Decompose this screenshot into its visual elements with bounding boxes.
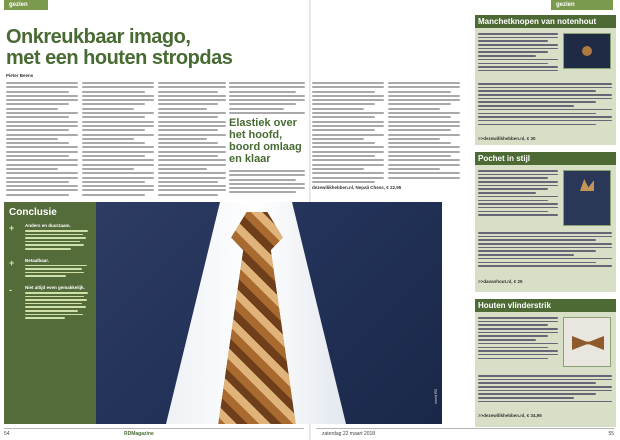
text-line-placeholder [82, 168, 134, 170]
issue-date: zaterdag 22 maart 2018 [322, 431, 376, 437]
cufflinks-image [563, 33, 611, 69]
text-line-placeholder [82, 91, 145, 93]
text-line-placeholder [478, 203, 558, 205]
product-price: >>davanhout.nl, € 25 [478, 279, 523, 284]
text-line-placeholder [478, 393, 596, 395]
text-line-placeholder [478, 66, 558, 68]
text-line-placeholder [478, 59, 558, 61]
text-line-placeholder [478, 236, 612, 238]
text-line-placeholder [158, 159, 226, 161]
text-line-placeholder [158, 138, 207, 140]
text-line-placeholder [478, 70, 558, 72]
text-line-placeholder [229, 112, 305, 114]
text-line-placeholder [388, 129, 451, 131]
text-line-placeholder [478, 386, 612, 388]
text-line-placeholder [388, 121, 460, 123]
text-line-placeholder [388, 112, 460, 114]
product-text [478, 317, 558, 361]
text-line-placeholder [229, 91, 296, 93]
text-line-placeholder [478, 109, 612, 111]
body-column-4 [229, 82, 305, 116]
text-line-placeholder [312, 142, 375, 144]
text-line-placeholder [388, 151, 460, 153]
text-line-placeholder [478, 375, 612, 377]
text-line-placeholder [6, 138, 58, 140]
text-line-placeholder [478, 321, 558, 323]
text-line-placeholder [82, 177, 154, 179]
text-line-placeholder [312, 168, 364, 170]
text-line-placeholder [388, 177, 460, 179]
text-line-placeholder [229, 86, 305, 88]
pocket-square-icon [580, 179, 594, 191]
text-line-placeholder [229, 95, 305, 97]
text-line-placeholder [312, 82, 384, 84]
text-line-placeholder [229, 174, 305, 176]
section-tab-left: gezien [4, 0, 48, 10]
product-block-pocket-square [475, 152, 616, 292]
text-line-placeholder [478, 33, 558, 35]
text-line-placeholder [478, 44, 558, 46]
product-block-bow-tie [475, 299, 616, 427]
text-line-placeholder [82, 159, 154, 161]
conclusion-item [9, 223, 91, 252]
text-line-placeholder [82, 172, 154, 174]
body-column-3 [158, 82, 226, 198]
text-line-placeholder [478, 401, 612, 403]
text-line-placeholder [312, 129, 375, 131]
article-subhead: Elastiek over het hoofd, boord omlaag en klaar [229, 117, 302, 165]
text-line-placeholder [312, 155, 375, 157]
text-line-placeholder [158, 108, 207, 110]
text-line-placeholder [478, 48, 558, 50]
text-line-placeholder [6, 103, 69, 105]
text-line-placeholder [229, 191, 296, 193]
magazine-name: RDMagazine [124, 431, 154, 437]
text-line-placeholder [6, 189, 78, 191]
text-line-placeholder [158, 194, 218, 196]
text-line-placeholder [388, 146, 460, 148]
plus-icon: + [9, 257, 15, 268]
text-line-placeholder [388, 164, 460, 166]
text-line-placeholder [388, 155, 451, 157]
article-headline [6, 27, 306, 69]
text-line-placeholder [478, 55, 536, 57]
text-line-placeholder [312, 125, 384, 127]
text-line-placeholder [229, 179, 296, 181]
text-line-placeholder [158, 86, 226, 88]
text-line-placeholder [478, 37, 558, 39]
text-line-placeholder [312, 138, 364, 140]
text-line-placeholder [312, 116, 375, 118]
footer-rule-right [316, 428, 614, 429]
text-line-placeholder [229, 187, 305, 189]
text-line-placeholder [478, 350, 558, 352]
text-line-placeholder [478, 51, 548, 53]
text-line-placeholder [312, 159, 384, 161]
body-column-1 [6, 82, 78, 198]
product-text [478, 33, 558, 74]
text-line-placeholder [6, 116, 69, 118]
text-line-placeholder [82, 112, 154, 114]
text-line-placeholder [478, 200, 548, 202]
text-line-placeholder [478, 63, 548, 65]
text-line-placeholder [478, 40, 548, 42]
product-credit: dezewilikhebben.nl, Nepali Chess, € 22,95 [312, 185, 402, 190]
text-line-placeholder [82, 164, 154, 166]
text-line-placeholder [478, 83, 612, 85]
body-column-4b [229, 170, 305, 196]
product-text [478, 170, 558, 218]
text-line-placeholder [82, 142, 145, 144]
text-line-placeholder [158, 185, 226, 187]
plus-icon: + [9, 223, 15, 233]
text-line-placeholder [158, 189, 226, 191]
text-line-placeholder [312, 103, 375, 105]
text-line-placeholder [158, 99, 226, 101]
text-line-placeholder [6, 125, 78, 127]
text-line-placeholder [388, 138, 440, 140]
text-line-placeholder [388, 99, 460, 101]
text-line-placeholder [82, 108, 134, 110]
text-line-placeholder [82, 121, 154, 123]
hero-photo-wooden-tie [96, 202, 442, 424]
text-line-placeholder [478, 317, 558, 319]
text-line-placeholder [82, 82, 154, 84]
text-line-placeholder [312, 108, 364, 110]
text-line-placeholder [478, 328, 558, 330]
text-line-placeholder [388, 108, 440, 110]
text-line-placeholder [312, 99, 384, 101]
text-line-placeholder [388, 91, 451, 93]
text-line-placeholder [388, 134, 460, 136]
text-line-placeholder [312, 172, 384, 174]
text-line-placeholder [478, 332, 558, 334]
text-line-placeholder [158, 95, 226, 97]
text-line-placeholder [6, 151, 78, 153]
body-column-2 [82, 82, 154, 198]
text-line-placeholder [478, 250, 596, 252]
text-line-placeholder [6, 181, 69, 183]
text-line-placeholder [478, 124, 596, 126]
product-text-wide [478, 375, 612, 405]
text-line-placeholder [478, 174, 558, 176]
text-line-placeholder [312, 91, 375, 93]
text-line-placeholder [478, 105, 574, 107]
text-line-placeholder [158, 125, 226, 127]
text-line-placeholder [158, 91, 218, 93]
conclusion-item-lead: Anders en duurzaam. [25, 223, 71, 228]
text-line-placeholder [388, 142, 451, 144]
bow-tie-image [563, 317, 611, 367]
text-line-placeholder [388, 95, 460, 97]
text-line-placeholder [388, 103, 451, 105]
product-title: Houten vlinderstrik [475, 299, 616, 312]
text-line-placeholder [312, 112, 384, 114]
photo-credit: beeld RD [434, 389, 438, 404]
text-line-placeholder [478, 265, 612, 267]
byline: Pieter Beens [6, 73, 34, 78]
product-price: >>dezewilikhebben.nl, € 34,95 [478, 413, 542, 418]
conclusion-item [9, 285, 91, 321]
text-line-placeholder [312, 164, 384, 166]
text-line-placeholder [478, 170, 558, 172]
text-line-placeholder [312, 121, 384, 123]
text-line-placeholder [229, 99, 305, 101]
text-line-placeholder [478, 354, 558, 356]
text-line-placeholder [229, 82, 305, 84]
text-line-placeholder [312, 95, 384, 97]
text-line-placeholder [6, 108, 58, 110]
text-line-placeholder [158, 121, 226, 123]
text-line-placeholder [158, 103, 218, 105]
text-line-placeholder [388, 168, 440, 170]
text-line-placeholder [6, 155, 69, 157]
text-line-placeholder [478, 247, 612, 249]
text-line-placeholder [388, 86, 460, 88]
conclusion-box [4, 202, 96, 424]
text-line-placeholder [312, 181, 375, 183]
text-line-placeholder [478, 358, 548, 360]
text-line-placeholder [478, 390, 612, 392]
text-line-placeholder [478, 343, 558, 345]
headline-line-1: Onkreukbaar imago, [6, 26, 191, 48]
text-line-placeholder [478, 397, 574, 399]
text-line-placeholder [82, 129, 145, 131]
text-line-placeholder [158, 142, 218, 144]
text-line-placeholder [229, 108, 284, 110]
text-line-placeholder [158, 151, 226, 153]
text-line-placeholder [388, 159, 460, 161]
section-tab-right: gezien [551, 0, 613, 10]
text-line-placeholder [478, 177, 548, 179]
cufflink-icon [582, 46, 592, 56]
product-price: >>dezewilikhebben.nl, € 30 [478, 136, 536, 141]
text-line-placeholder [6, 112, 78, 114]
text-line-placeholder [82, 138, 134, 140]
text-line-placeholder [158, 129, 218, 131]
text-line-placeholder [6, 185, 78, 187]
text-line-placeholder [6, 142, 69, 144]
text-line-placeholder [312, 151, 384, 153]
text-line-placeholder [388, 116, 451, 118]
text-line-placeholder [82, 194, 145, 196]
text-line-placeholder [6, 82, 78, 84]
text-line-placeholder [82, 134, 154, 136]
text-line-placeholder [6, 164, 78, 166]
text-line-placeholder [478, 188, 548, 190]
text-line-placeholder [82, 189, 154, 191]
text-line-placeholder [478, 181, 558, 183]
text-line-placeholder [6, 121, 78, 123]
text-line-placeholder [6, 177, 78, 179]
conclusion-item-lead: Betaalbaar. [25, 257, 50, 263]
text-line-placeholder [478, 335, 548, 337]
text-line-placeholder [478, 113, 596, 115]
text-line-placeholder [478, 94, 612, 96]
text-line-placeholder [158, 177, 226, 179]
text-line-placeholder [6, 134, 78, 136]
product-block-cufflinks [475, 15, 616, 145]
pocket-square-image [563, 170, 611, 226]
footer-rule-left [4, 428, 304, 429]
text-line-placeholder [388, 172, 460, 174]
text-line-placeholder [478, 239, 596, 241]
minus-icon: - [9, 284, 12, 295]
product-text-wide [478, 83, 612, 127]
text-line-placeholder [229, 103, 296, 105]
text-line-placeholder [478, 379, 612, 381]
text-line-placeholder [82, 185, 154, 187]
text-line-placeholder [478, 382, 596, 384]
text-line-placeholder [6, 172, 78, 174]
text-line-placeholder [6, 99, 78, 101]
text-line-placeholder [158, 116, 218, 118]
text-line-placeholder [158, 82, 226, 84]
text-line-placeholder [478, 90, 596, 92]
text-line-placeholder [82, 146, 154, 148]
text-line-placeholder [6, 146, 78, 148]
text-line-placeholder [478, 101, 596, 103]
text-line-placeholder [82, 116, 145, 118]
text-line-placeholder [82, 86, 154, 88]
text-line-placeholder [229, 170, 305, 172]
text-line-placeholder [82, 151, 154, 153]
text-line-placeholder [478, 232, 612, 234]
text-line-placeholder [478, 347, 548, 349]
text-line-placeholder [158, 112, 226, 114]
text-line-placeholder [478, 120, 612, 122]
text-line-placeholder [478, 192, 536, 194]
text-line-placeholder [6, 129, 69, 131]
body-column-5 [312, 82, 384, 185]
text-line-placeholder [82, 99, 154, 101]
text-line-placeholder [478, 98, 612, 100]
text-line-placeholder [312, 86, 384, 88]
text-line-placeholder [158, 146, 226, 148]
text-line-placeholder [158, 164, 226, 166]
text-line-placeholder [478, 258, 612, 260]
text-line-placeholder [478, 254, 574, 256]
text-line-placeholder [158, 181, 218, 183]
text-line-placeholder [82, 181, 145, 183]
text-line-placeholder [6, 194, 69, 196]
conclusion-item [9, 258, 91, 279]
text-line-placeholder [478, 185, 558, 187]
conclusion-title: Conclusie [9, 207, 57, 218]
page-number-right: 55 [608, 431, 614, 437]
text-line-placeholder [478, 116, 612, 118]
product-title: Manchetknopen van notenhout [475, 15, 616, 28]
text-line-placeholder [82, 95, 154, 97]
text-line-placeholder [478, 243, 612, 245]
text-line-placeholder [478, 339, 536, 341]
text-line-placeholder [478, 207, 558, 209]
text-line-placeholder [478, 262, 596, 264]
text-line-placeholder [158, 168, 207, 170]
text-line-placeholder [158, 155, 218, 157]
text-line-placeholder [388, 82, 460, 84]
text-line-placeholder [229, 183, 305, 185]
text-line-placeholder [388, 125, 460, 127]
text-line-placeholder [478, 214, 558, 216]
text-line-placeholder [6, 168, 58, 170]
product-text-wide [478, 232, 612, 269]
page-number-left: 54 [4, 431, 10, 437]
text-line-placeholder [158, 134, 226, 136]
headline-line-2: met een houten stropdas [6, 47, 233, 69]
text-line-placeholder [478, 196, 558, 198]
conclusion-item-lead: Niet altijd even gemakkelijk. [25, 284, 85, 290]
product-sidebar [475, 10, 616, 436]
text-line-placeholder [6, 95, 78, 97]
body-column-6 [388, 82, 460, 181]
text-line-placeholder [82, 155, 145, 157]
text-line-placeholder [478, 211, 548, 213]
product-title: Pochet in stijl [475, 152, 616, 165]
text-line-placeholder [6, 159, 78, 161]
text-line-placeholder [478, 87, 612, 89]
text-line-placeholder [312, 177, 384, 179]
text-line-placeholder [158, 172, 226, 174]
bow-tie-icon [572, 336, 604, 350]
text-line-placeholder [82, 103, 145, 105]
text-line-placeholder [478, 324, 548, 326]
text-line-placeholder [82, 125, 154, 127]
text-line-placeholder [6, 91, 69, 93]
text-line-placeholder [312, 134, 384, 136]
text-line-placeholder [6, 86, 78, 88]
text-line-placeholder [312, 146, 384, 148]
